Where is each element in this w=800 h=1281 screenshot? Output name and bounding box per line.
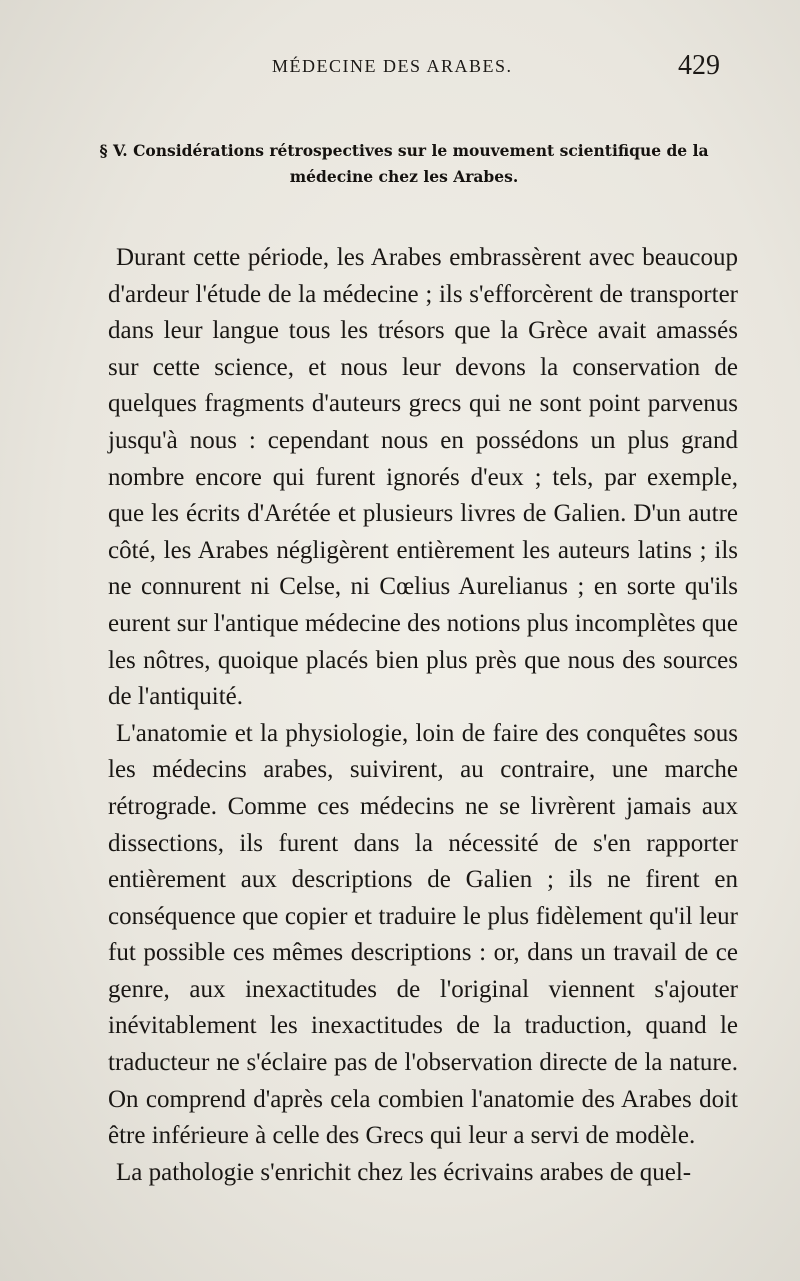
- running-head-title: MÉDECINE DES ARABES.: [272, 56, 513, 76]
- section-heading: § V. Considérations rétrospectives sur le mouvement scientifique de la médecine chez les Arabes.: [99, 141, 709, 186]
- page-number: 429: [678, 50, 720, 81]
- paragraph-3: La pathologie s'enrichit chez les écrivains arabes de quel-: [116, 1158, 692, 1186]
- paragraph-1: Durant cette période, les Arabes embrassèrent avec beaucoup d'ardeur l'étude de la médecine ; ils s'efforcèrent de transporter dans leur langue tous les trésors que la Grèce avait amassés sur cette science, et nous leur devons la conservation de quelques fragments d'auteurs grecs qui ne sont point parvenus jusqu'à nous : cependant nous en possédons un plus grand nombre encore qui furent ignorés d'eux ; tels, par exemple, que les écrits d'Arétée et plusieurs livres de Galien. D'un autre côté, les Arabes négligèrent entièrement les auteurs latins ; ils ne connurent ni Celse, ni Cœlius Aurelianus ; en sorte qu'ils eurent sur l'antique médecine des notions plus incomplètes que les nôtres, quoique placés bien plus près que nous des sources de l'antiquité.: [108, 244, 738, 711]
- body-text: [108, 240, 738, 1191]
- paragraph-2: L'anatomie et la physiologie, loin de faire des conquêtes sous les médecins arabes, suivirent, au contraire, une marche rétrograde. Comme ces médecins ne se livrèrent jamais aux dissections, ils furent dans la nécessité de s'en rapporter entièrement aux descriptions de Galien ; ils ne firent en conséquence que copier et traduire le plus fidèlement qu'il leur fut possible ces mêmes descriptions : or, dans un travail de ce genre, aux inexactitudes de l'original viennent s'ajouter inévitablement les inexactitudes de la traduction, quand le traducteur ne s'éclaire pas de l'observation directe de la nature. On comprend d'après cela combien l'anatomie des Arabes doit être inférieure à celle des Grecs qui leur a servi de modèle.: [108, 719, 738, 1150]
- running-head: [0, 50, 800, 90]
